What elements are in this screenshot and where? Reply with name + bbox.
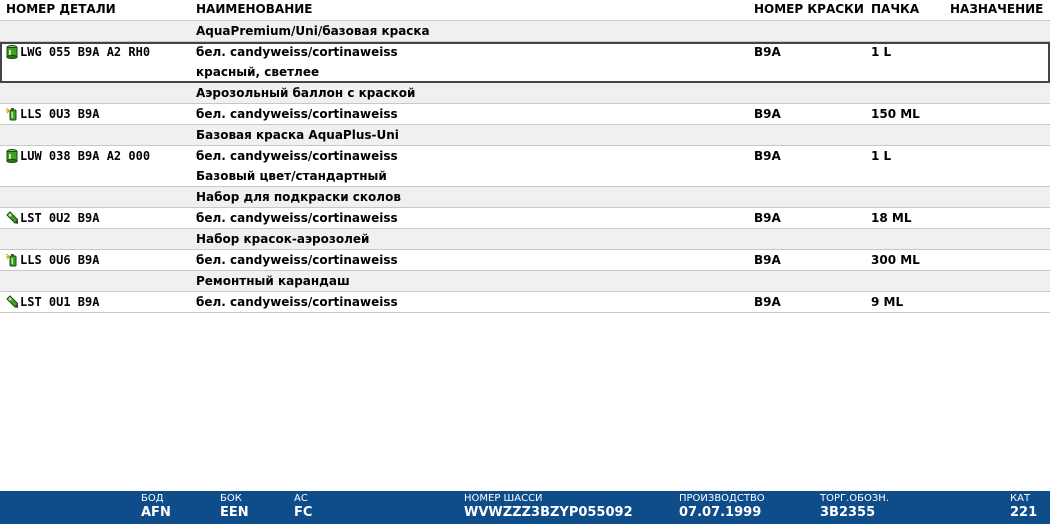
part-row[interactable] bbox=[0, 292, 1050, 313]
part-name: красный, светлее bbox=[196, 65, 320, 79]
pack-size: 18 ML bbox=[871, 211, 912, 225]
group-header bbox=[0, 229, 1050, 250]
part-number-cell[interactable] bbox=[6, 45, 150, 59]
part-name: Базовый цвет/стандартный bbox=[196, 169, 387, 183]
part-number-cell[interactable] bbox=[6, 253, 99, 267]
group-title: Набор для подкраски сколов bbox=[196, 190, 401, 204]
footer-production-label: ПРОИЗВОДСТВО bbox=[679, 493, 765, 504]
part-number: LUW 038 B9A A2 000 bbox=[20, 149, 151, 163]
color-number: B9A bbox=[754, 253, 781, 267]
pack-size: 1 L bbox=[871, 45, 892, 59]
footer-trade-label: ТОРГ.ОБОЗН. bbox=[820, 493, 889, 504]
column-header-bar bbox=[0, 0, 1050, 21]
paint-can-icon bbox=[6, 45, 18, 59]
group-header bbox=[0, 21, 1050, 42]
part-row[interactable] bbox=[0, 104, 1050, 125]
footer-production bbox=[679, 493, 765, 520]
part-row[interactable] bbox=[0, 146, 1050, 187]
part-number: LLS 0U6 B9A bbox=[20, 253, 100, 267]
footer-ac bbox=[294, 493, 312, 520]
part-row[interactable] bbox=[0, 250, 1050, 271]
part-name: бел. candyweiss/cortinaweiss bbox=[196, 149, 398, 163]
group-title: Аэрозольный баллон с краской bbox=[196, 86, 416, 100]
group-header bbox=[0, 125, 1050, 146]
part-row-line bbox=[0, 146, 1050, 166]
spray-can-icon bbox=[6, 253, 18, 267]
part-row-line bbox=[0, 104, 1050, 124]
part-row[interactable] bbox=[0, 208, 1050, 229]
pack-size: 1 L bbox=[871, 149, 892, 163]
pack-size: 300 ML bbox=[871, 253, 920, 267]
footer-production-value: 07.07.1999 bbox=[679, 505, 762, 520]
vehicle-info-bar bbox=[0, 491, 1050, 524]
group-title: Базовая краска AquaPlus-Uni bbox=[196, 128, 399, 142]
part-row-line bbox=[0, 250, 1050, 270]
part-row-line bbox=[0, 292, 1050, 312]
color-number: B9A bbox=[754, 149, 781, 163]
col-header-color-number[interactable]: НОМЕР КРАСКИ bbox=[754, 2, 864, 16]
col-header-part-number[interactable]: НОМЕР ДЕТАЛИ bbox=[6, 2, 116, 16]
part-name: бел. candyweiss/cortinaweiss bbox=[196, 107, 398, 121]
col-header-purpose[interactable]: НАЗНАЧЕНИЕ bbox=[950, 2, 1044, 16]
part-name: бел. candyweiss/cortinaweiss bbox=[196, 253, 398, 267]
pack-size: 150 ML bbox=[871, 107, 920, 121]
paint-can-icon bbox=[6, 149, 18, 163]
footer-ac-value: FC bbox=[294, 505, 313, 520]
footer-bod bbox=[141, 493, 171, 520]
footer-kat-label: КАТ bbox=[1010, 493, 1031, 504]
footer-ac-label: АС bbox=[294, 493, 308, 504]
footer-kat bbox=[1010, 493, 1037, 520]
pack-size: 9 ML bbox=[871, 295, 904, 309]
part-number: LST 0U1 B9A bbox=[20, 295, 100, 309]
footer-bok-label: БОК bbox=[220, 493, 242, 504]
touchup-pen-icon bbox=[6, 295, 18, 309]
part-row-line bbox=[0, 62, 1050, 82]
part-row-line bbox=[0, 166, 1050, 186]
part-number-cell[interactable] bbox=[6, 149, 150, 163]
part-name: бел. candyweiss/cortinaweiss bbox=[196, 45, 398, 59]
col-header-pack[interactable]: ПАЧКА bbox=[871, 2, 920, 16]
parts-list bbox=[0, 21, 1050, 313]
footer-trade-value: 3B2355 bbox=[820, 505, 876, 520]
footer-bok bbox=[220, 493, 249, 520]
footer-vin bbox=[464, 493, 633, 520]
footer-vin-value: WVWZZZ3BZYP055092 bbox=[464, 505, 633, 520]
group-title: Ремонтный карандаш bbox=[196, 274, 350, 288]
group-header bbox=[0, 187, 1050, 208]
footer-bod-label: БОД bbox=[141, 493, 164, 504]
part-row-line bbox=[0, 42, 1050, 62]
part-number-cell[interactable] bbox=[6, 295, 99, 309]
part-name: бел. candyweiss/cortinaweiss bbox=[196, 211, 398, 225]
spray-can-icon bbox=[6, 107, 18, 121]
group-title: Набор красок-аэрозолей bbox=[196, 232, 370, 246]
part-number: LWG 055 B9A A2 RH0 bbox=[20, 45, 151, 59]
color-number: B9A bbox=[754, 45, 781, 59]
color-number: B9A bbox=[754, 107, 781, 121]
footer-vin-label: НОМЕР ШАССИ bbox=[464, 493, 543, 504]
part-number: LST 0U2 B9A bbox=[20, 211, 100, 225]
footer-kat-value: 221 bbox=[1010, 505, 1038, 520]
part-row-line bbox=[0, 208, 1050, 228]
part-name: бел. candyweiss/cortinaweiss bbox=[196, 295, 398, 309]
footer-bok-value: EEN bbox=[220, 505, 249, 520]
part-number: LLS 0U3 B9A bbox=[20, 107, 100, 121]
part-row[interactable] bbox=[0, 42, 1050, 83]
color-number: B9A bbox=[754, 211, 781, 225]
footer-bod-value: AFN bbox=[141, 505, 171, 520]
footer-trade bbox=[820, 493, 889, 520]
part-number-cell[interactable] bbox=[6, 107, 99, 121]
part-number-cell[interactable] bbox=[6, 211, 99, 225]
color-number: B9A bbox=[754, 295, 781, 309]
group-header bbox=[0, 271, 1050, 292]
group-header bbox=[0, 83, 1050, 104]
group-title: AquaPremium/Uni/базовая краска bbox=[196, 24, 430, 38]
col-header-name[interactable]: НАИМЕНОВАНИЕ bbox=[196, 2, 313, 16]
touchup-pen-icon bbox=[6, 211, 18, 225]
